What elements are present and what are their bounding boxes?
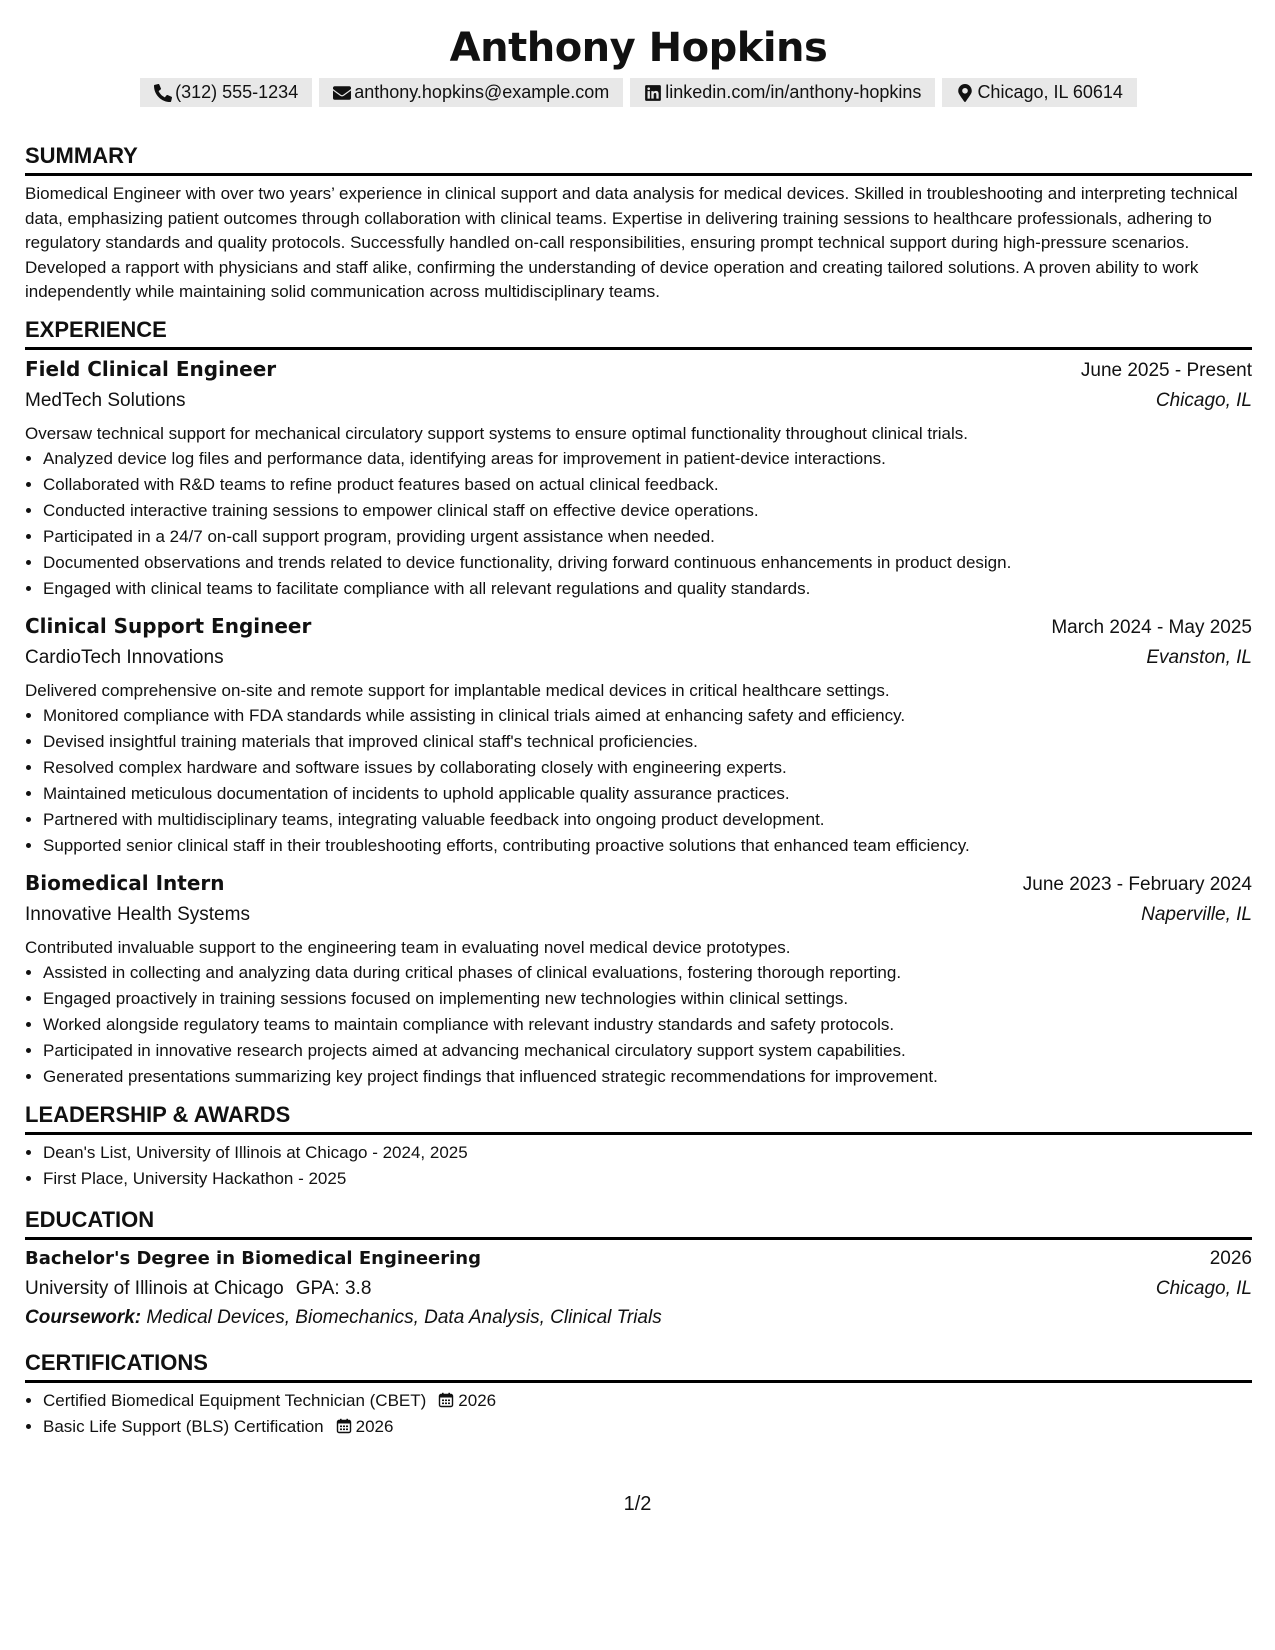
- awards-heading: LEADERSHIP & AWARDS: [25, 1101, 1252, 1135]
- summary-heading: SUMMARY: [25, 142, 1252, 176]
- job-company: Innovative Health Systems: [25, 903, 250, 925]
- envelope-icon: [333, 84, 351, 102]
- linkedin-icon: [644, 84, 662, 102]
- contact-phone-text: (312) 555-1234: [175, 82, 299, 102]
- resume-name: Anthony Hopkins: [449, 25, 828, 71]
- job-location: Naperville, IL: [1141, 903, 1252, 925]
- education-school: University of Illinois at Chicago: [25, 1277, 284, 1299]
- education-section: [25, 1206, 1252, 1333]
- certifications-section: [25, 1349, 1252, 1440]
- experience-section: [25, 316, 1252, 1090]
- education-location: Chicago, IL: [1155, 1277, 1252, 1299]
- list-item: • Analyzed device log files and performance data, identifying areas for improvement in patient-device interactions.: [43, 446, 1252, 472]
- list-item: • Participated in innovative research projects aimed at advancing mechanical circulatory support system capabilities.: [43, 1038, 1252, 1064]
- contact-email-text: anthony.hopkins@example.com: [354, 82, 610, 102]
- phone-icon: [154, 84, 172, 102]
- job-location: Chicago, IL: [1155, 389, 1252, 411]
- calendar-icon: [438, 1390, 454, 1406]
- job-location: Evanston, IL: [1146, 646, 1252, 668]
- contact-email[interactable]: [319, 78, 623, 107]
- contact-bar: [25, 78, 1252, 107]
- resume-page: [25, 0, 1252, 1440]
- job-dates: June 2023 - February 2024: [1022, 873, 1252, 895]
- job-bullets: [25, 960, 1252, 1090]
- page-number: 1/2: [623, 1493, 652, 1515]
- job-entry: [25, 354, 1252, 602]
- list-item: • Documented observations and trends related to device functionality, driving forward continuous enhancements in product design.: [43, 550, 1252, 576]
- education-year: 2026: [1209, 1247, 1252, 1269]
- list-item: • Maintained meticulous documentation of incidents to uphold applicable quality assurance practices.: [43, 781, 1252, 807]
- contact-linkedin[interactable]: [630, 78, 935, 107]
- job-entry: [25, 611, 1252, 859]
- awards-list: [25, 1140, 1252, 1192]
- list-item: • Assisted in collecting and analyzing data during critical phases of clinical evaluations, fostering thorough reporting.: [43, 960, 1252, 986]
- education-gpa: GPA: 3.8: [295, 1277, 372, 1299]
- calendar-icon: [336, 1416, 352, 1432]
- certification-year: 2026: [458, 1390, 497, 1410]
- job-title: Biomedical Intern: [25, 870, 225, 895]
- experience-heading: EXPERIENCE: [25, 316, 1252, 350]
- job-company: CardioTech Innovations: [25, 646, 224, 668]
- certifications-heading: CERTIFICATIONS: [25, 1349, 1252, 1383]
- job-bullets: [25, 446, 1252, 602]
- certification-name: Basic Life Support (BLS) Certification: [43, 1416, 324, 1436]
- education-degree: Bachelor's Degree in Biomedical Engineering: [25, 1247, 481, 1269]
- job-description: Oversaw technical support for mechanical circulatory support systems to ensure optimal functionality throughout clinical trials.: [25, 423, 968, 443]
- job-dates: March 2024 - May 2025: [1051, 616, 1252, 638]
- list-item: • Conducted interactive training sessions to empower clinical staff on effective device operations.: [43, 498, 1252, 524]
- list-item: • Monitored compliance with FDA standards while assisting in clinical trials aimed at enhancing safety and efficiency.: [43, 703, 1252, 729]
- job-dates: June 2025 - Present: [1080, 359, 1252, 381]
- list-item: [43, 1414, 1252, 1440]
- job-description: Contributed invaluable support to the engineering team in evaluating novel medical device prototypes.: [25, 937, 791, 957]
- job-description: Delivered comprehensive on-site and remote support for implantable medical devices in critical healthcare settings.: [25, 680, 890, 700]
- job-entry: [25, 868, 1252, 1090]
- education-school-line: [25, 1274, 371, 1303]
- summary-text: Biomedical Engineer with over two years’ experience in clinical support and data analysis for medical devices. Skilled in troubleshooting and interpreting technical data, emphasizing patient outcomes through collaboration with clinical teams. Expertise in delivering training sessions to healthcare professionals, adhering to regulatory standards and quality protocols. Successfully handled on-call responsibilities, ensuring prompt technical support during high-pressure scenarios. Developed a rapport with physicians and staff alike, confirming the understanding of device operation and creating tailored solutions. A proven ability to work independently while maintaining solid communication across multidisciplinary teams.: [25, 184, 1238, 301]
- list-item: • Engaged proactively in training sessions focused on implementing new technologies within clinical settings.: [43, 986, 1252, 1012]
- list-item: • First Place, University Hackathon - 2025: [43, 1166, 1252, 1192]
- list-item: • Supported senior clinical staff in their troubleshooting efforts, contributing proactive solutions that enhanced team efficiency.: [43, 833, 1252, 859]
- contact-location: [942, 78, 1136, 107]
- contact-location-text: Chicago, IL 60614: [977, 82, 1123, 102]
- contact-linkedin-text: linkedin.com/in/anthony-hopkins: [665, 82, 922, 102]
- certifications-list: [25, 1388, 1252, 1440]
- list-item: • Dean's List, University of Illinois at Chicago - 2024, 2025: [43, 1140, 1252, 1166]
- list-item: • Devised insightful training materials that improved clinical staff's technical proficiencies.: [43, 729, 1252, 755]
- contact-phone[interactable]: [140, 78, 312, 107]
- education-coursework: [25, 1303, 1252, 1333]
- list-item: • Partnered with multidisciplinary teams, integrating valuable feedback into ongoing product development.: [43, 807, 1252, 833]
- list-item: • Worked alongside regulatory teams to maintain compliance with relevant industry standards and safety protocols.: [43, 1012, 1252, 1038]
- list-item: • Participated in a 24/7 on-call support program, providing urgent assistance when needed.: [43, 524, 1252, 550]
- list-item: [43, 1388, 1252, 1414]
- awards-section: [25, 1101, 1252, 1192]
- certification-name: Certified Biomedical Equipment Technician (CBET): [43, 1390, 427, 1410]
- map-pin-icon: [956, 84, 974, 102]
- list-item: • Generated presentations summarizing key project findings that influenced strategic recommendations for improvement.: [43, 1064, 1252, 1090]
- list-item: • Collaborated with R&D teams to refine product features based on actual clinical feedback.: [43, 472, 1252, 498]
- job-bullets: [25, 703, 1252, 859]
- certification-year: 2026: [355, 1416, 394, 1436]
- job-company: MedTech Solutions: [25, 389, 186, 411]
- job-title: Field Clinical Engineer: [25, 356, 277, 381]
- coursework-list: Medical Devices, Biomechanics, Data Analysis, Clinical Trials: [146, 1306, 662, 1328]
- list-item: • Engaged with clinical teams to facilitate compliance with all relevant regulations and quality standards.: [43, 576, 1252, 602]
- coursework-label: Coursework:: [25, 1306, 142, 1328]
- summary-section: [25, 142, 1252, 305]
- education-heading: EDUCATION: [25, 1206, 1252, 1240]
- list-item: • Resolved complex hardware and software issues by collaborating closely with engineering experts.: [43, 755, 1252, 781]
- job-title: Clinical Support Engineer: [25, 613, 312, 638]
